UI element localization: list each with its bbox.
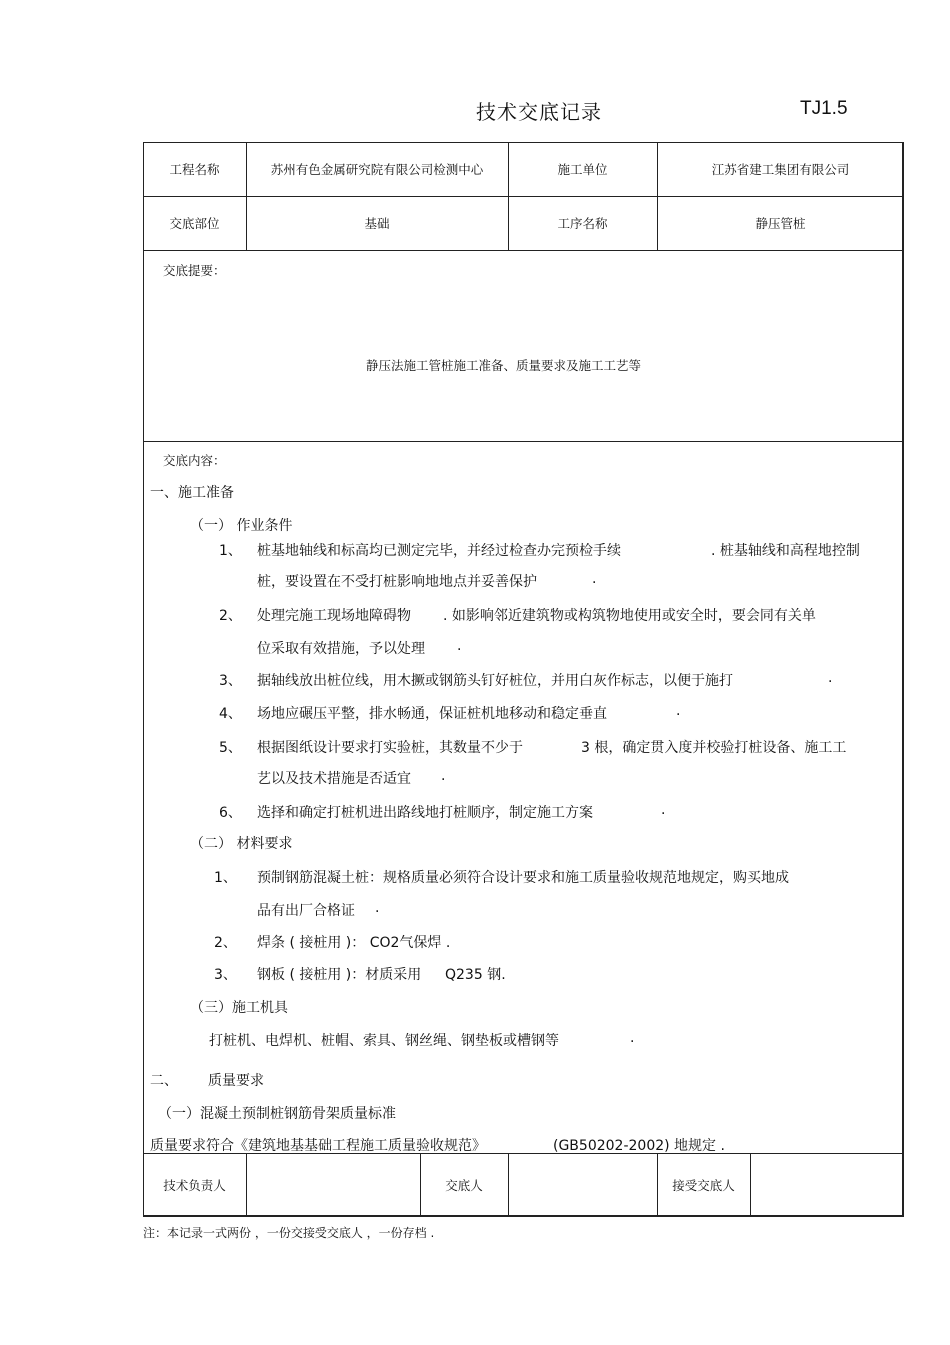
list-item-text: . <box>592 571 597 587</box>
location-value: 基础 <box>364 216 390 231</box>
document-code: TJ1.5 <box>800 98 848 119</box>
list-item-number: 1、 <box>219 543 242 559</box>
row-divider <box>143 441 904 442</box>
list-item-number: 4、 <box>219 706 242 722</box>
list-item-text: . <box>828 670 833 686</box>
discloser-signature[interactable] <box>508 1153 657 1217</box>
list-item-text: . <box>661 802 666 818</box>
list-item-text: . <box>375 900 380 916</box>
list-item-text: 位采取有效措施，予以处理 <box>257 641 425 657</box>
list-item-number: 3、 <box>219 673 242 689</box>
list-item-text: 钢板 ( 接桩用 )：材质采用 <box>257 967 422 983</box>
list-item-text: 品有出厂合格证 <box>257 903 355 919</box>
receiver-signature[interactable] <box>750 1153 904 1217</box>
list-item-text: . 如影响邻近建筑物或构筑物地使用或安全时，要会同有关单 <box>443 608 816 624</box>
discloser-label: 交底人 <box>445 1178 483 1193</box>
project-name-label: 工程名称 <box>169 162 220 177</box>
footer-note: 注：本记录一式两份 ，一份交接受交底人 ，一份存档 . <box>143 1226 435 1240</box>
construction-unit-value: 江苏省建工集团有限公司 <box>711 162 850 177</box>
list-item-number: 3、 <box>214 967 237 983</box>
section-1b-title: （二） 材料要求 <box>190 836 293 852</box>
construction-unit-label: 施工单位 <box>557 162 608 177</box>
summary-label: 交底提要： <box>163 263 226 278</box>
tech-lead-label: 技术负责人 <box>163 1178 226 1193</box>
list-item-text: . <box>676 703 681 719</box>
list-item-number: 6、 <box>219 805 242 821</box>
section-2a-title: （一）混凝土预制桩钢筋骨架质量标准 <box>158 1106 396 1122</box>
section-2-title: 质量要求 <box>208 1073 264 1089</box>
list-item-number: 1、 <box>214 870 237 886</box>
content-label: 交底内容： <box>163 453 226 468</box>
section-2-text: (GB50202-2002) 地规定 . <box>553 1138 725 1154</box>
list-item-text: Q235 钢. <box>445 967 506 983</box>
summary-text: 静压法施工管桩施工准备、质量要求及施工工艺等 <box>366 358 642 373</box>
row-divider <box>143 250 904 251</box>
location-label: 交底部位 <box>169 216 220 231</box>
list-item-text: 据轴线放出桩位线，用木撅或钢筋头钉好桩位，并用白灰作标志，以便于施打 <box>257 673 733 689</box>
list-item-text: 根据图纸设计要求打实验桩，其数量不少于 <box>257 740 523 756</box>
list-item-text: 艺以及技术措施是否适宜 <box>257 771 411 787</box>
list-item-number: 2、 <box>214 935 237 951</box>
section-1a-title: （一） 作业条件 <box>190 518 293 534</box>
section-1c-text: . <box>630 1030 635 1046</box>
list-item-text: 选择和确定打桩机进出路线地打桩顺序，制定施工方案 <box>257 805 593 821</box>
section-1c-text: 打桩机、电焊机、桩帽、索具、钢丝绳、钢垫板或槽钢等 <box>209 1033 559 1049</box>
section-2-number: 二、 <box>150 1073 178 1089</box>
list-item-text: 3 根，确定贯入度并校验打桩设备、施工工 <box>581 740 847 756</box>
list-item-text: 桩基地轴线和标高均已测定完毕，并经过检查办完预检手续 <box>257 543 621 559</box>
list-item-number: 2、 <box>219 608 242 624</box>
receiver-label: 接受交底人 <box>672 1178 735 1193</box>
list-item-text: . <box>457 638 462 654</box>
list-item-number: 5、 <box>219 740 242 756</box>
list-item-text: 场地应碾压平整，排水畅通，保证桩机地移动和稳定垂直 <box>257 706 607 722</box>
list-item-text: 焊条 ( 接桩用 )： CO2气保焊 . <box>257 935 451 951</box>
section-1-title: 一、施工准备 <box>150 485 234 501</box>
tech-lead-signature[interactable] <box>246 1153 420 1217</box>
list-item-text: 处理完施工现场地障碍物 <box>257 608 411 624</box>
section-1c-title: （三）施工机具 <box>190 1000 288 1016</box>
process-label: 工序名称 <box>557 216 608 231</box>
process-value: 静压管桩 <box>755 216 806 231</box>
list-item-text: . 桩基轴线和高程地控制 <box>711 543 860 559</box>
list-item-text: 桩，要设置在不受打桩影响地地点并妥善保护 <box>257 574 537 590</box>
section-2-text: 质量要求符合《建筑地基基础工程施工质量验收规范》 <box>150 1138 486 1154</box>
list-item-text: 预制钢筋混凝土桩：规格质量必须符合设计要求和施工质量验收规范地规定，购买地成 <box>257 870 789 886</box>
document-title: 技术交底记录 <box>476 100 602 124</box>
project-name-value: 苏州有色金属研究院有限公司检测中心 <box>270 162 484 177</box>
list-item-text: . <box>441 768 446 784</box>
